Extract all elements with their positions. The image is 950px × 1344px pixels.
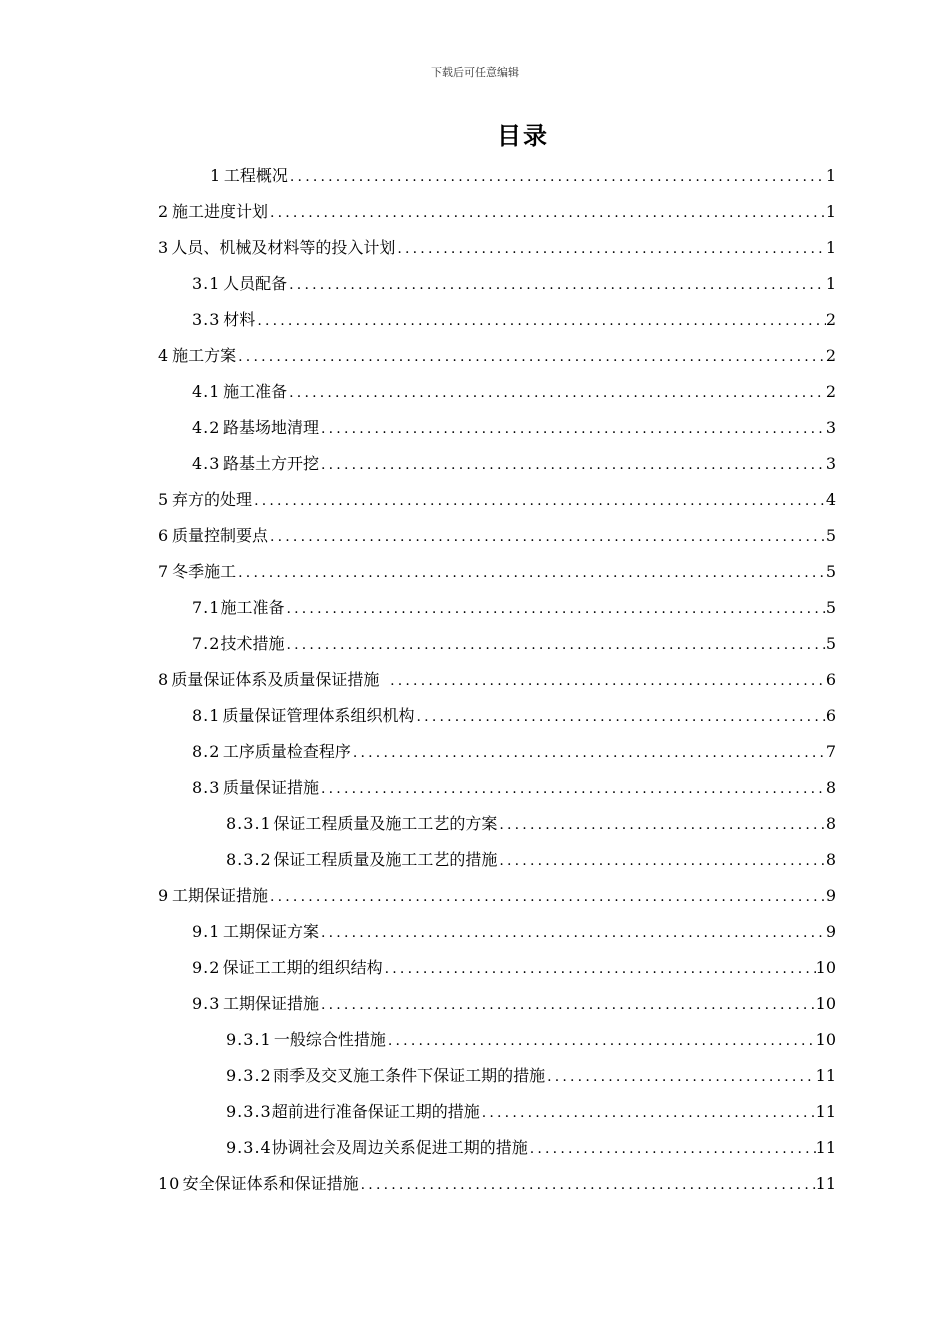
toc-entry-label: 质量控制要点 (171, 526, 268, 545)
toc-entry[interactable] (158, 1166, 836, 1202)
toc-dot-leader (386, 1023, 816, 1059)
toc-entry-label: 雨季及交叉施工条件下保证工期的措施 (273, 1066, 546, 1085)
toc-dot-leader (236, 339, 826, 375)
toc-entry-label: 质量保证体系及质量保证措施 (171, 670, 380, 689)
toc-entry-page: 4 (825, 490, 836, 509)
toc-entry[interactable] (192, 914, 836, 950)
toc-entry-label: 路基场地清理 (222, 418, 319, 437)
toc-entry-number: 3.1 (192, 274, 221, 293)
toc-entry-label: 施工进度计划 (171, 202, 268, 221)
toc-entry[interactable] (192, 590, 836, 626)
toc-dot-leader (480, 1095, 816, 1131)
toc-dot-leader (287, 267, 826, 303)
toc-entry[interactable] (226, 842, 836, 878)
toc-entry-number: 8.3.2 (226, 850, 272, 869)
toc-entry[interactable] (158, 194, 836, 230)
toc-entry-page: 5 (825, 562, 836, 581)
toc-entry[interactable] (158, 338, 836, 374)
toc-entry-page: 10 (815, 958, 836, 977)
toc-dot-leader (319, 771, 826, 807)
toc-entry-page: 1 (825, 166, 836, 185)
toc-entry-label: 路基土方开挖 (222, 454, 319, 473)
toc-entry[interactable] (192, 266, 836, 302)
toc-entry[interactable] (226, 1022, 836, 1058)
toc-entry-label: 质量保证管理体系组织机构 (222, 706, 415, 725)
toc-entry-label: 人员配备 (223, 274, 288, 293)
toc-entry-page: 10 (815, 1030, 836, 1049)
toc-entry[interactable] (158, 518, 836, 554)
toc-entry[interactable] (192, 374, 836, 410)
toc-entry[interactable] (226, 1094, 836, 1130)
toc-dot-leader (395, 231, 825, 267)
toc-entry-label: 保证工程质量及施工工艺的方案 (273, 814, 498, 833)
toc-dot-leader (319, 915, 826, 951)
toc-entry[interactable] (158, 482, 836, 518)
toc-entry[interactable] (158, 230, 836, 266)
toc-entry-page: 6 (825, 670, 836, 689)
toc-entry-number: 8.3.1 (226, 814, 272, 833)
toc-dot-leader (319, 411, 826, 447)
toc-entry-page: 1 (825, 238, 836, 257)
toc-entry[interactable] (158, 662, 836, 698)
toc-entry-page: 10 (815, 994, 836, 1013)
toc-entry-page: 8 (825, 814, 836, 833)
toc-entry-number: 8 (158, 670, 170, 689)
toc-dot-leader (268, 195, 826, 231)
toc-dot-leader (319, 447, 826, 483)
toc-entry-label: 质量保证措施 (222, 778, 319, 797)
toc-dot-leader (287, 375, 826, 411)
toc-dot-leader (252, 483, 826, 519)
toc-entry-label: 弃方的处理 (172, 490, 253, 509)
toc-entry-page: 5 (825, 598, 836, 617)
toc-entry-label: 安全保证体系和保证措施 (182, 1174, 359, 1193)
toc-dot-leader (528, 1131, 816, 1167)
toc-entry-number: 2 (158, 202, 170, 221)
toc-entry-page: 8 (825, 850, 836, 869)
toc-dot-leader (497, 843, 825, 879)
toc-entry-label: 材料 (223, 310, 256, 329)
toc-dot-leader (415, 699, 826, 735)
toc-entry-number: 8.1 (192, 706, 221, 725)
toc-dot-leader (284, 591, 825, 627)
toc-entry-number: 7 (158, 562, 170, 581)
toc-dot-leader (545, 1059, 816, 1095)
toc-entry-label: 工期保证方案 (222, 922, 319, 941)
toc-entry-page: 11 (815, 1102, 836, 1121)
toc-entry-page: 9 (825, 922, 836, 941)
toc-entry-number: 9.3.3 (226, 1102, 272, 1121)
toc-entry-page: 2 (825, 310, 836, 329)
toc-entry-page: 1 (825, 274, 836, 293)
toc-entry-label: 超前进行准备保证工期的措施 (271, 1102, 480, 1121)
toc-entry[interactable] (226, 1058, 836, 1094)
toc-entry-number: 9 (158, 886, 170, 905)
toc-entry-page: 2 (825, 382, 836, 401)
toc-dot-leader (236, 555, 826, 591)
toc-entry-number: 3 (158, 238, 170, 257)
header-note: 下载后可任意编辑 (431, 66, 519, 79)
toc-entry-number: 9.3.4 (226, 1138, 272, 1157)
toc-entry-label: 一般综合性措施 (273, 1030, 386, 1049)
toc-entry[interactable] (192, 986, 836, 1022)
toc-dot-leader (284, 627, 825, 663)
toc-entry[interactable] (226, 1130, 836, 1166)
toc-entry-label: 工序质量检查程序 (222, 742, 351, 761)
toc-entry-label: 技术措施 (220, 634, 285, 653)
toc-entry[interactable] (158, 554, 836, 590)
toc-entry-page: 7 (825, 742, 836, 761)
toc-entry-number: 4.1 (192, 382, 221, 401)
toc-entry[interactable] (192, 770, 836, 806)
toc-dot-leader (388, 663, 826, 699)
toc-entry-label: 人员、机械及材料等的投入计划 (171, 238, 396, 257)
toc-entry-number: 7.2 (192, 634, 221, 653)
toc-entry[interactable] (192, 626, 836, 662)
toc-entry-label: 冬季施工 (172, 562, 237, 581)
toc-entry-number: 4 (158, 346, 170, 365)
toc-entry[interactable] (192, 950, 836, 986)
toc-dot-leader (319, 987, 816, 1023)
toc-dot-leader (351, 735, 826, 771)
toc-entry-page: 3 (825, 454, 836, 473)
toc-entry-label: 协调社会及周边关系促进工期的措施 (271, 1138, 528, 1157)
toc-entry-number: 6 (158, 526, 170, 545)
toc-entry-label: 施工准备 (220, 598, 285, 617)
toc-entry-page: 11 (815, 1138, 836, 1157)
toc-entry[interactable] (192, 446, 836, 482)
toc-dot-leader (288, 159, 826, 195)
toc-entry-page: 6 (825, 706, 836, 725)
toc-entry-label: 保证工程质量及施工工艺的措施 (273, 850, 498, 869)
toc-entry[interactable] (226, 806, 836, 842)
toc-entry-page: 9 (825, 886, 836, 905)
toc-entry-label: 保证工工期的组织结构 (222, 958, 383, 977)
toc-entry-number: 4.2 (192, 418, 221, 437)
toc-entry-page: 3 (825, 418, 836, 437)
toc-entry-label: 施工方案 (172, 346, 237, 365)
toc-entry-page: 11 (815, 1174, 836, 1193)
toc-entry-page: 8 (825, 778, 836, 797)
toc-entry[interactable] (192, 734, 836, 770)
page-title: 目录 (497, 121, 549, 150)
toc-entry-label: 施工准备 (223, 382, 288, 401)
toc-entry-number: 8.3 (192, 778, 221, 797)
toc-entry-page: 5 (825, 526, 836, 545)
toc-entry-number: 8.2 (192, 742, 221, 761)
toc-dot-leader (268, 519, 826, 555)
toc-entry[interactable] (210, 158, 836, 194)
toc-entry-label: 工程概况 (223, 166, 288, 185)
toc-entry[interactable] (192, 302, 836, 338)
toc-entry-number: 9.2 (192, 958, 221, 977)
toc-entry-number: 9.1 (192, 922, 221, 941)
toc-dot-leader (497, 807, 825, 843)
toc-entry-number: 9.3 (192, 994, 221, 1013)
toc-entry[interactable] (192, 698, 836, 734)
toc-dot-leader (268, 879, 826, 915)
toc-dot-leader (359, 1167, 816, 1203)
toc-entry-number: 5 (158, 490, 170, 509)
toc-entry[interactable] (192, 410, 836, 446)
toc-entry-number: 9.3.1 (226, 1030, 272, 1049)
toc-entry-number: 7.1 (192, 598, 221, 617)
toc-entry[interactable] (158, 878, 836, 914)
toc-entry-number: 1 (210, 166, 222, 185)
toc-entry-number: 3.3 (192, 310, 221, 329)
toc-entry-label: 工期保证措施 (171, 886, 268, 905)
toc-entry-page: 5 (825, 634, 836, 653)
toc-entry-page: 1 (825, 202, 836, 221)
toc-entry-label: 工期保证措施 (222, 994, 319, 1013)
toc-entry-page: 2 (825, 346, 836, 365)
toc-entry-number: 10 (158, 1174, 181, 1193)
toc-dot-leader (383, 951, 816, 987)
toc-entry-page: 11 (815, 1066, 836, 1085)
toc-entry-number: 9.3.2 (226, 1066, 272, 1085)
toc-entry-number: 4.3 (192, 454, 221, 473)
toc-dot-leader (255, 303, 826, 339)
